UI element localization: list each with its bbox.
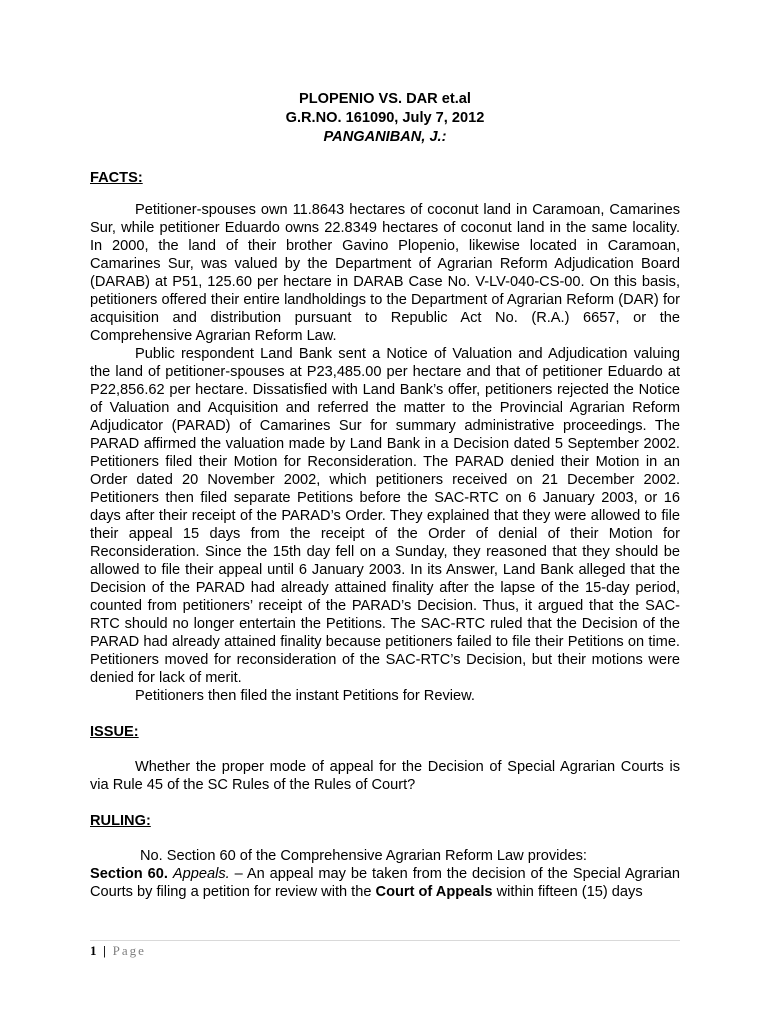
title-block [90,90,680,147]
facts-paragraph-3: Petitioners then filed the instant Petitions for Review. [135,688,475,704]
spacer [90,830,680,847]
section-text-after: within fifteen (15) days [492,884,643,900]
page-footer [90,943,146,959]
facts-paragraph-1: Petitioner-spouses own 11.8643 hectares of coconut land in Caramoan, Camarines Sur, while petitioner Eduardo owns 22.8349 hectares of coconut land in the same locality. In 2000, the land of their brother Gavino Plopenio, likewise located in Caramoan, Camarines Sur, was valued by the Department of Agrarian Reform Adjudication Board (DARAB) at P51, 125.60 per hectare in DARAB Case No. V-LV-040-CS-00. On this basis, petitioners offered their entire landholdings to the Department of Agrarian Reform (DAR) for acquisition and distribution pursuant to Republic Act No. (R.A.) 6657, or the Comprehensive Agrarian Reform Law. [90,202,680,344]
court-name: Court of Appeals [375,884,493,900]
section-label: Section 60. [90,866,168,882]
footer-separator: | [103,943,106,958]
page-label: Page [112,943,146,958]
section-title: Appeals. [172,866,230,882]
issue-heading: ISSUE: [90,724,139,740]
spacer [90,741,680,758]
case-title: PLOPENIO VS. DAR et.al [299,91,471,107]
issue-text: Whether the proper mode of appeal for the Decision of Special Agrarian Courts is via Rule 45 of the SC Rules of the Rules of Court? [90,759,680,793]
document-page [90,90,680,901]
page-number: 1 [90,943,97,958]
case-number: G.R.NO. 161090, July 7, 2012 [285,110,485,126]
footer-divider [90,940,680,941]
facts-paragraph-2: Public respondent Land Bank sent a Notice of Valuation and Adjudication valuing the land of petitioner-spouses at P23,485.00 per hectare and that of petitioner Eduardo at P22,856.62 per hectare. Dissatisfied with Land Bank’s offer, petitioners rejected the Notice of Valuation and Acquisition and referred the matter to the Provincial Agrarian Reform Adjudicator (PARAD) of Camarines Sur for summary administrative proceedings. The PARAD affirmed the valuation made by Land Bank in a Decision dated 5 September 2002. Petitioners filed their Motion for Reconsideration. The PARAD denied their Motion in an Order dated 20 November 2002, which petitioners received on 21 December 2002. Petitioners then filed separate Petitions before the SAC-RTC on 6 January 2003, or 16 days after their receipt of the PARAD’s Order. They explained that they were allowed to file their appeal 15 days from the receipt of the Order of denial of their Motion for Reconsideration. Since the 15th day fell on a Sunday, they reasoned that they should be allowed to file their appeal until 6 January 2003. In its Answer, Land Bank alleged that the Decision of the PARAD had already attained finality after the lapse of the 15-day period, counted from petitioners’ receipt of the PARAD’s Decision. Thus, it argued that the SAC-RTC should no longer entertain the Petitions. The SAC-RTC ruled that the Decision of the PARAD had already attained finality because petitioners failed to file their Petitions on time. Petitioners moved for reconsideration of the SAC-RTC’s Decision, but their motions were denied for lack of merit. [90,346,680,686]
section-text-before: – An appeal may be taken from the decision of the Special Agrarian Courts by filing a petition for review with the [90,866,680,900]
ponente: PANGANIBAN, J.: [323,129,447,145]
facts-heading: FACTS: [90,170,143,186]
ruling-intro: No. Section 60 of the Comprehensive Agrarian Reform Law provides: [140,848,587,864]
ruling-heading: RULING: [90,813,151,829]
ruling-section-60 [90,865,680,901]
spacer [90,187,680,201]
